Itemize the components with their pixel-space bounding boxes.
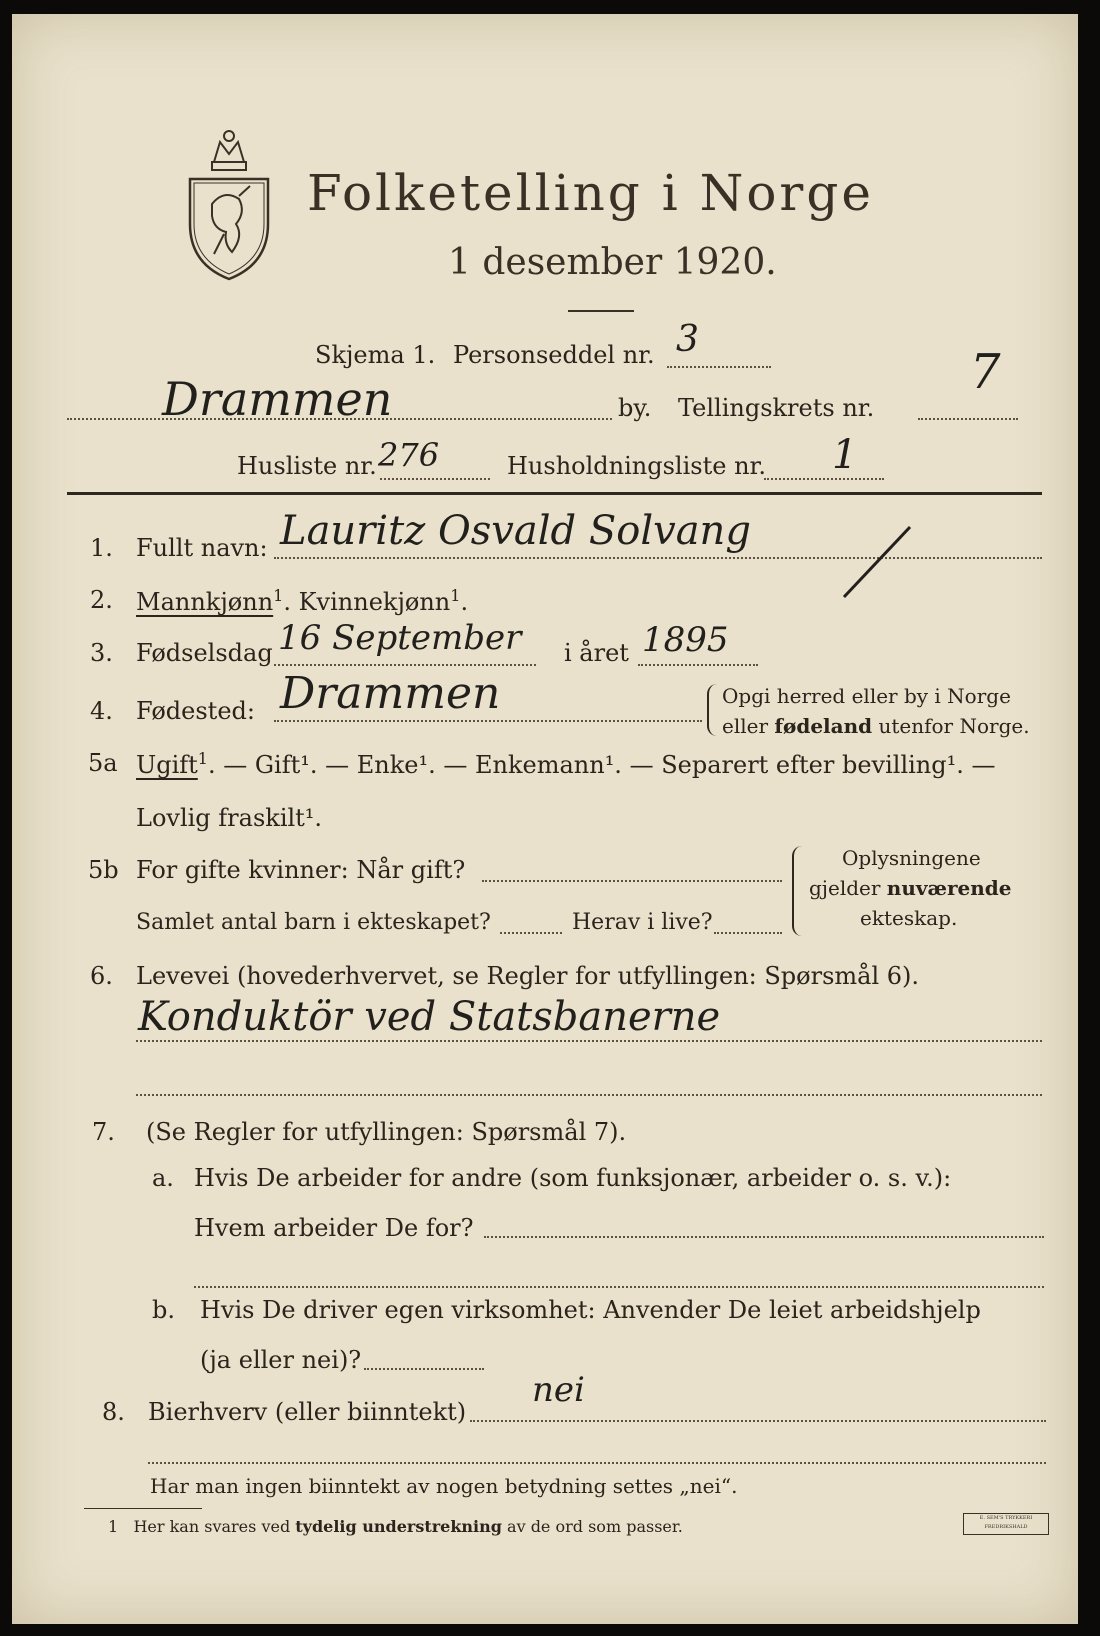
q5b-barn-line [500,932,562,934]
town-value[interactable]: Drammen [162,372,393,426]
q3-year-line [638,664,758,666]
q2-number: 2. [90,586,113,614]
q2-female-footnote-mark: 1 [450,586,461,605]
q2-male-option[interactable]: Mannkjønn [136,588,274,616]
q5b-brace [792,846,804,936]
skjema-label: Skjema 1. [315,341,436,369]
husliste-value[interactable]: 276 [378,436,440,474]
q7a-employer-line [484,1236,1044,1238]
q7-number: 7. [92,1118,115,1146]
q2-female-option[interactable]: Kvinnekjønn [298,588,451,616]
personseddel-line [667,366,771,368]
q5b-live-label: Herav i live? [572,910,713,935]
personseddel-label: Personseddel nr. [453,341,655,369]
q5a-number: 5a [88,749,118,777]
tellingskrets-label: Tellingskrets nr. [678,394,875,422]
q7b-text: Hvis De driver egen virksomhet: Anvender De leiet arbeidshjelp [200,1296,981,1324]
by-label: by. [618,394,652,422]
q8-line [470,1420,1046,1422]
footnote [108,1517,683,1536]
q3-year-value[interactable]: 1895 [642,620,729,660]
q5b-barn-label: Samlet antal barn i ekteskapet? [136,910,491,935]
footnote-text-b: tydelig understrekning [295,1517,502,1536]
q1-label: Fullt navn: [136,534,268,562]
nei-instruction: Har man ingen biinntekt av nogen betydning settes „nei“. [150,1474,738,1498]
q4-note-eller: eller [722,714,775,738]
q8-number: 8. [102,1398,125,1426]
q5b-note-line1: Oplysningene [842,846,981,870]
q1-number: 1. [90,534,113,562]
q6-number: 6. [90,962,113,990]
q4-note-fodeland: fødeland [774,714,873,738]
q7b-ja-nei-label: (ja eller nei)? [200,1346,362,1374]
town-line [67,418,612,420]
q2-gender-options [136,586,468,616]
form-title: Folketelling i Norge [307,164,874,222]
q8-line2 [148,1462,1046,1464]
header-divider [67,492,1042,495]
q4-line [274,720,702,722]
q3-day-value[interactable]: 16 September [278,618,522,658]
q7a-letter: a. [152,1164,174,1192]
q5b-note-line2 [809,876,1012,900]
tellingskrets-value[interactable]: 7 [970,344,1001,400]
q6-label: Levevei (hovederhvervet, se Regler for utfyllingen: Spørsmål 6). [136,962,920,990]
q8-value[interactable]: nei [532,1370,585,1410]
q5b-live-line [714,932,782,934]
q1-line [274,557,1042,559]
q8-label: Bierhverv (eller biinntekt) [148,1398,467,1426]
personseddel-value[interactable]: 3 [676,319,699,360]
footnote-divider [84,1508,202,1509]
coat-of-arms-icon [184,124,274,284]
q5a-other-options[interactable]: . — Gift¹. — Enke¹. — Enkemann¹. — Separert efter bevilling¹. — [207,751,996,779]
q6-line2 [136,1094,1042,1096]
title-divider [568,310,634,312]
tellingskrets-line [918,418,1018,420]
q5a-ugift-option[interactable]: Ugift [136,751,198,779]
q4-note-line1: Opgi herred eller by i Norge [722,684,1011,708]
footnote-text-c: av de ord som passer. [501,1517,683,1536]
q3-day-line [274,664,536,666]
husliste-line [380,478,490,480]
q5b-gift-line [482,880,782,882]
husholdning-value[interactable]: 1 [832,432,858,478]
q5a-ugift-footnote-mark: 1 [197,749,208,768]
q5b-note-line3: ekteskap. [860,906,958,930]
q5a-lovlig-fraskilt[interactable]: Lovlig fraskilt¹. [136,804,323,832]
q4-brace [707,684,717,736]
q7b-letter: b. [152,1296,175,1324]
q3-number: 3. [90,639,113,667]
q7a-employer-label: Hvem arbeider De for? [194,1214,474,1242]
q3-year-label: i året [564,639,629,667]
q4-value[interactable]: Drammen [280,668,501,719]
q4-note-line2 [722,714,1030,738]
q2-male-footnote-mark: 1 [273,586,284,605]
q4-note-utenfor: utenfor Norge. [872,714,1030,738]
q5b-number: 5b [88,856,119,884]
q4-label: Fødested: [136,697,255,725]
q7b-ja-nei-line [364,1368,484,1370]
q2-separator: . [283,588,291,616]
q7a-text: Hvis De arbeider for andre (som funksjonær, arbeider o. s. v.): [194,1164,952,1192]
printer-stamp: E. SEM'S TRYKKERI FREDRIKSHALD [963,1513,1049,1535]
q6-line1 [136,1040,1042,1042]
q6-value[interactable]: Konduktör ved Statsbanerne [138,994,721,1040]
q5a-options [136,749,996,779]
q5b-note-gjelder: gjelder [809,876,887,900]
q4-number: 4. [90,697,113,725]
q7-label: (Se Regler for utfyllingen: Spørsmål 7). [146,1118,627,1146]
footnote-text-a: Her kan svares ved [133,1517,296,1536]
census-form [12,14,1078,1624]
husholdning-line [764,478,884,480]
q5b-label: For gifte kvinner: Når gift? [136,856,466,884]
q5b-note-nuvaerende: nuværende [886,876,1012,900]
form-date: 1 desember 1920. [448,242,777,283]
husholdning-label: Husholdningsliste nr. [507,452,766,480]
q2-end-dot: . [460,588,469,616]
q3-label: Fødselsdag [136,639,273,667]
q7a-employer-line2 [194,1286,1044,1288]
name-flourish [832,519,922,609]
footnote-mark: 1 [108,1517,119,1536]
husliste-label: Husliste nr. [237,452,377,480]
q1-value[interactable]: Lauritz Osvald Solvang [280,508,751,554]
